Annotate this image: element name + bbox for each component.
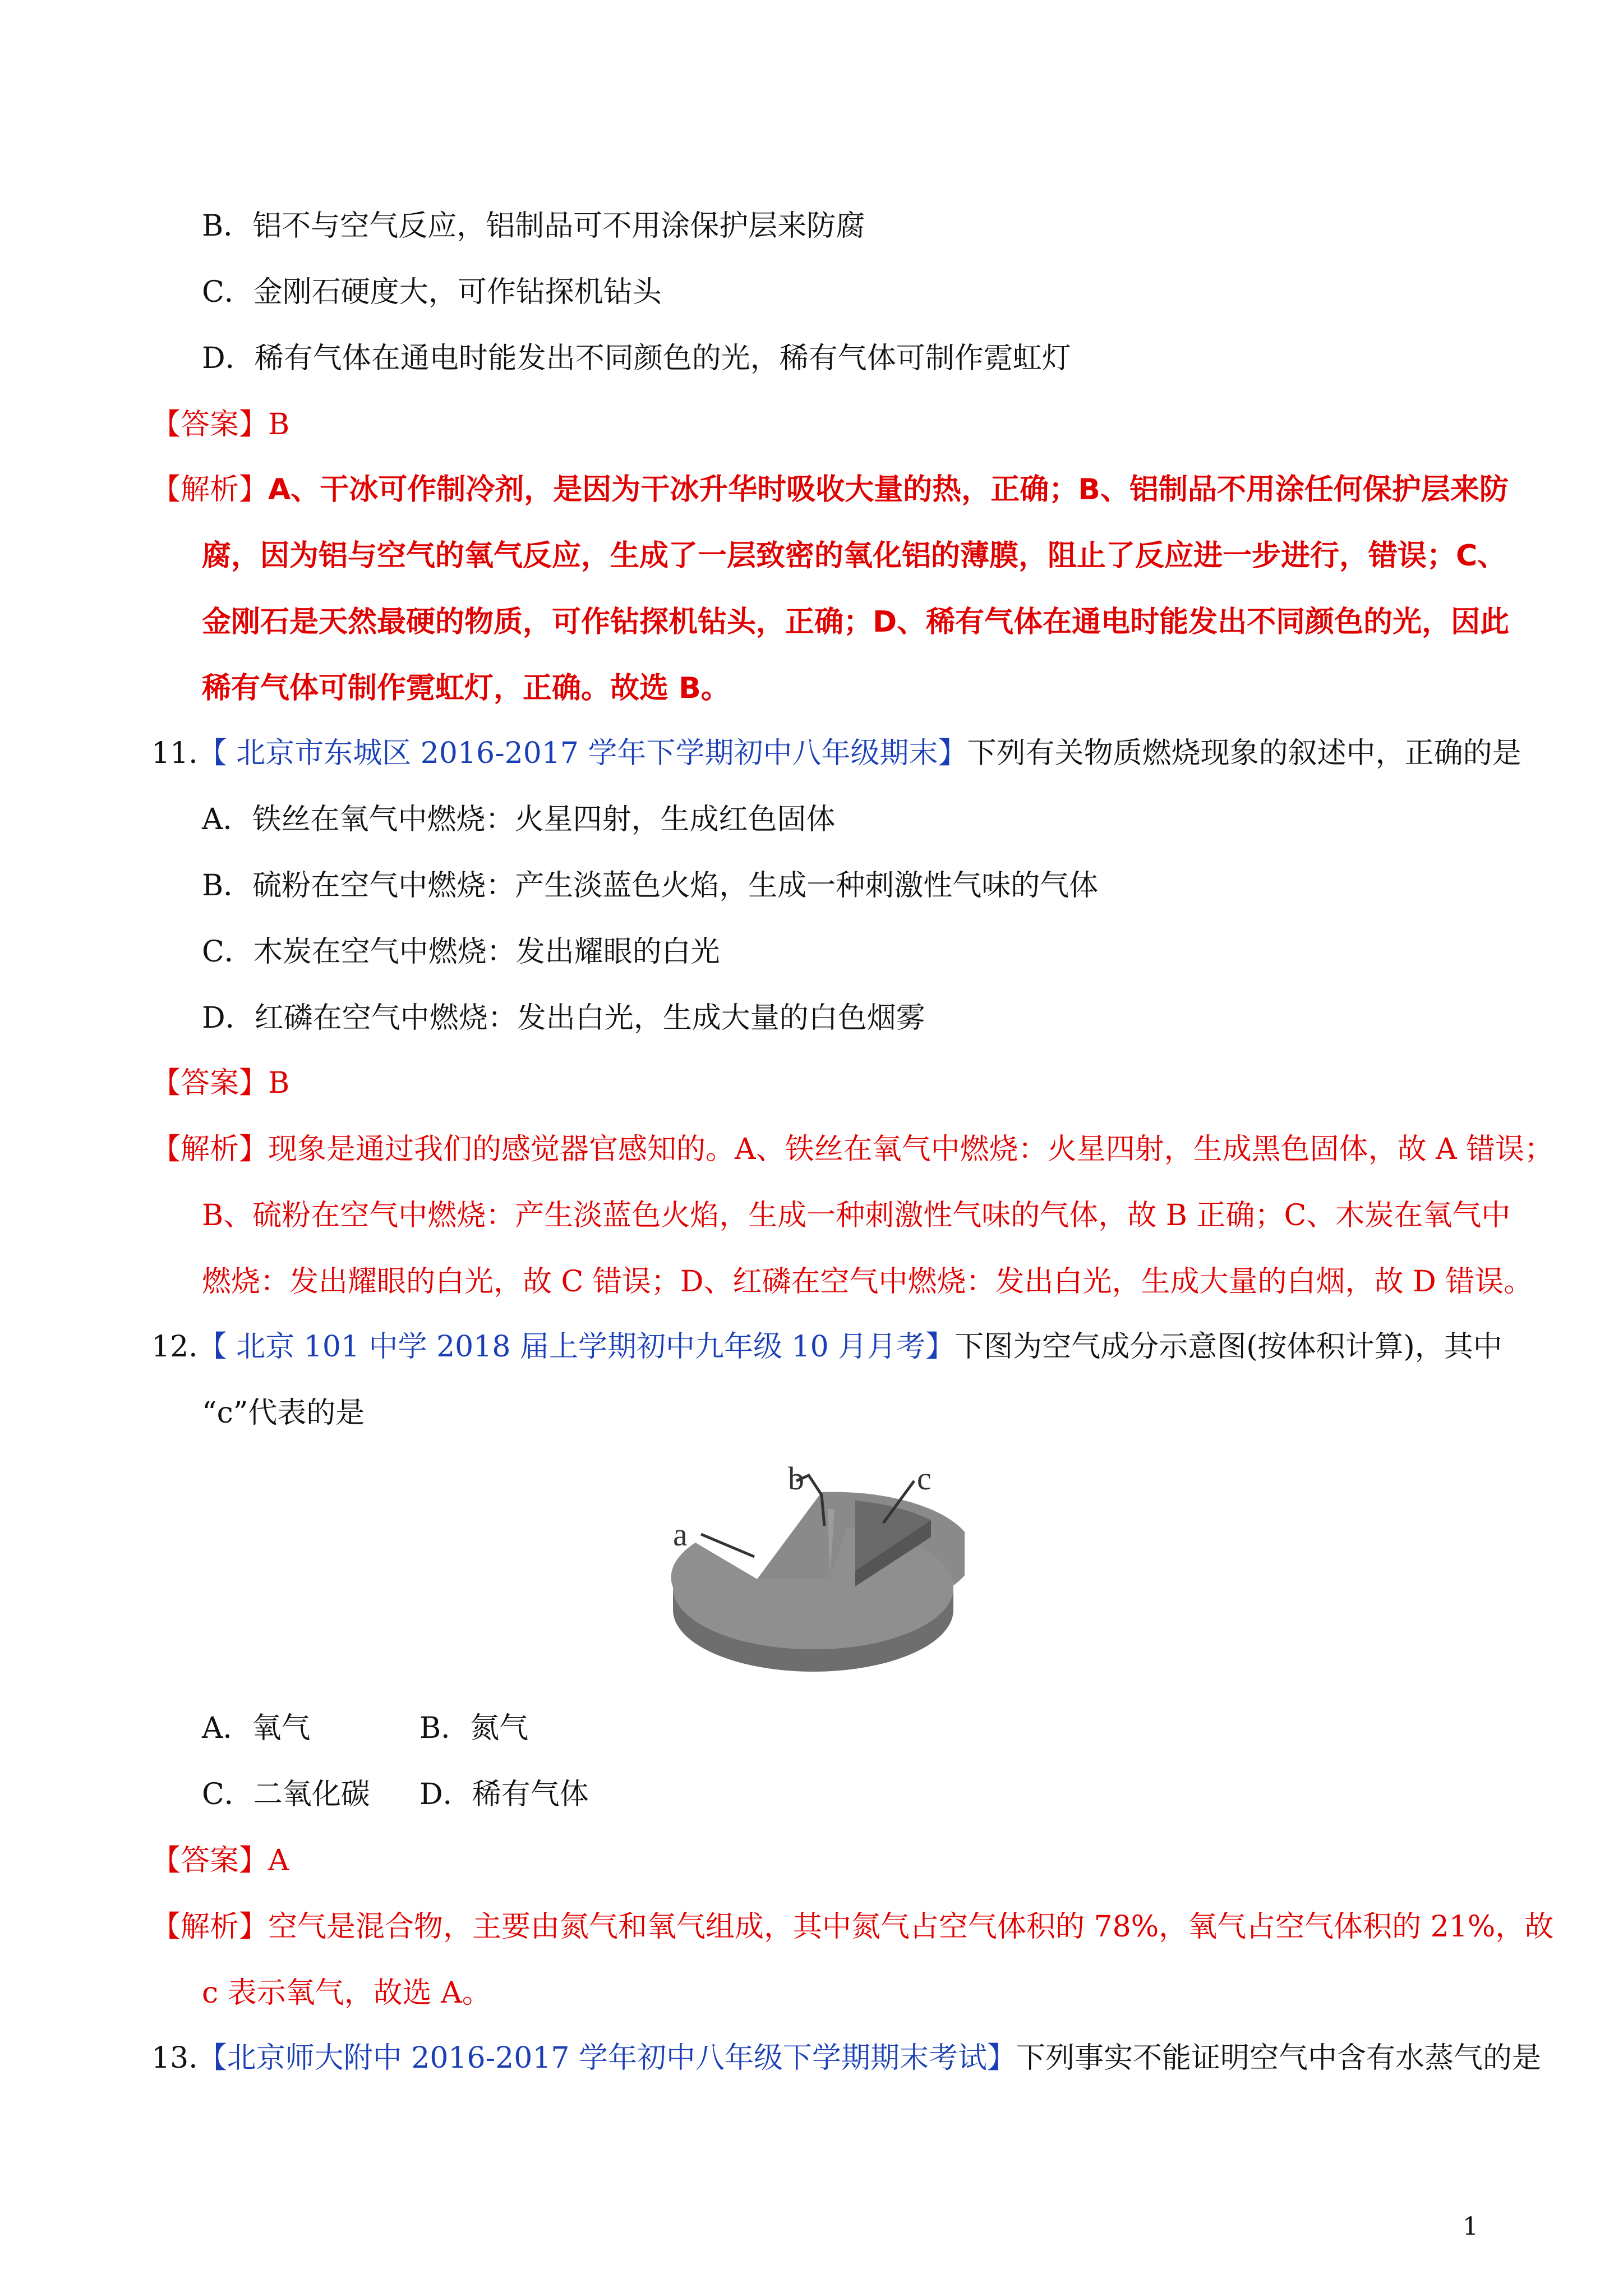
q11-explanation-line-2: B、硫粉在空气中燃烧：产生淡蓝色火焰，生成一种刺激性气味的气体，故 B 正确；C、木炭在氧气中	[202, 1199, 1511, 1232]
label-c: c	[917, 1460, 932, 1497]
source-close: 】	[925, 1330, 955, 1364]
answer-tag: 【答案】	[151, 1066, 269, 1100]
question-text: 下列事实不能证明空气中含有水蒸气的是	[1016, 2041, 1542, 2075]
q10-explanation-line-1	[151, 470, 1509, 509]
air-composition-pie-figure	[662, 1458, 965, 1677]
q10-explanation-line-4: 稀有气体可制作霓虹灯，正确。故选 B。	[202, 671, 730, 705]
question-source: 北京师大附中 2016-2017 学年初中八年级下学期期末考试	[227, 2041, 988, 2075]
question-number: 13.	[151, 2041, 198, 2075]
question-number: 12.	[151, 1330, 198, 1364]
question-text: 下图为空气成分示意图(按体积计算)，其中	[955, 1330, 1502, 1364]
question-source: 北京市东城区 2016-2017 学年下学期初中八年级期末	[227, 737, 938, 770]
answer-value: B	[268, 408, 290, 441]
q10-option-b: B．铝不与空气反应，铝制品可不用涂保护层来防腐	[202, 209, 865, 243]
answer-tag: 【答案】	[151, 408, 269, 441]
q11-explanation-line-1	[151, 1130, 1553, 1169]
q12-stem-line-2: “c”代表的是	[202, 1396, 365, 1430]
q12-explanation-line-1	[151, 1907, 1553, 1947]
q11-option-a: A．铁丝在氧气中燃烧：火星四射，生成红色固体	[202, 803, 836, 836]
answer-tag: 【答案】	[151, 1844, 269, 1878]
explanation-tag: 【解析】	[151, 1910, 269, 1944]
explanation-tag: 【解析】	[151, 1133, 269, 1166]
q10-explanation-line-3: 金刚石是天然最硬的物质，可作钻探机钻头，正确；D、稀有气体在通电时能发出不同颜色的光，因此	[202, 605, 1510, 639]
q12-option-c: C．二氧化碳	[202, 1778, 370, 1811]
q11-answer	[151, 1064, 289, 1103]
q11-explanation-line-3: 燃烧：发出耀眼的白光，故 C 错误；D、红磷在空气中燃烧：发出白光，生成大量的白烟，故 D 错误。	[202, 1265, 1533, 1299]
explanation-tag: 【解析】	[151, 473, 269, 507]
explanation-text: 现象是通过我们的感觉器官感知的。A、铁丝在氧气中燃烧：火星四射，生成黑色固体，故 A 错误；	[268, 1133, 1554, 1166]
q10-option-c: C．金刚石硬度大，可作钻探机钻头	[202, 275, 662, 309]
q12-option-a: A．氧气	[202, 1711, 311, 1745]
q12-answer	[151, 1841, 289, 1880]
q10-explanation-line-2: 腐，因为铝与空气的氧气反应，生成了一层致密的氧化铝的薄膜，阻止了反应进一步进行，错误；C、	[202, 539, 1507, 573]
label-a: a	[673, 1516, 688, 1553]
q11-option-b: B．硫粉在空气中燃烧：产生淡蓝色火焰，生成一种刺激性气味的气体	[202, 869, 1099, 903]
question-source: 北京 101 中学 2018 届上学期初中九年级 10 月月考	[227, 1330, 926, 1364]
q13-stem	[151, 2039, 1541, 2078]
source-open: 【	[197, 737, 227, 770]
explanation-text: 空气是混合物，主要由氮气和氧气组成，其中氮气占空气体积的 78%，氧气占空气体积的 21%，故	[268, 1910, 1554, 1944]
q12-option-d: D．稀有气体	[419, 1778, 589, 1811]
q10-answer	[151, 405, 289, 444]
q11-option-d: D．红磷在空气中燃烧：发出白光，生成大量的白色烟雾	[202, 1001, 925, 1035]
question-text: 下列有关物质燃烧现象的叙述中，正确的是	[967, 737, 1521, 770]
explanation-text: A、干冰可作制冷剂，是因为干冰升华时吸收大量的热，正确；B、铝制品不用涂任何保护层来防	[268, 473, 1509, 507]
source-close: 】	[938, 737, 967, 770]
page-number: 1	[1463, 2212, 1478, 2241]
source-open: 【	[197, 1330, 227, 1364]
q12-option-b: B．氮气	[419, 1711, 529, 1745]
answer-value: B	[268, 1066, 290, 1100]
source-open: 【	[197, 2041, 227, 2075]
answer-value: A	[268, 1844, 289, 1878]
label-b: b	[788, 1460, 804, 1497]
q10-option-d: D．稀有气体在通电时能发出不同颜色的光，稀有气体可制作霓虹灯	[202, 342, 1071, 375]
question-number: 11.	[151, 737, 198, 770]
q12-explanation-line-2: c 表示氧气，故选 A。	[202, 1976, 491, 2010]
source-close: 】	[987, 2041, 1017, 2075]
q11-stem	[151, 734, 1521, 773]
q11-option-c: C．木炭在空气中燃烧：发出耀眼的白光	[202, 935, 720, 969]
q12-stem	[151, 1327, 1502, 1366]
